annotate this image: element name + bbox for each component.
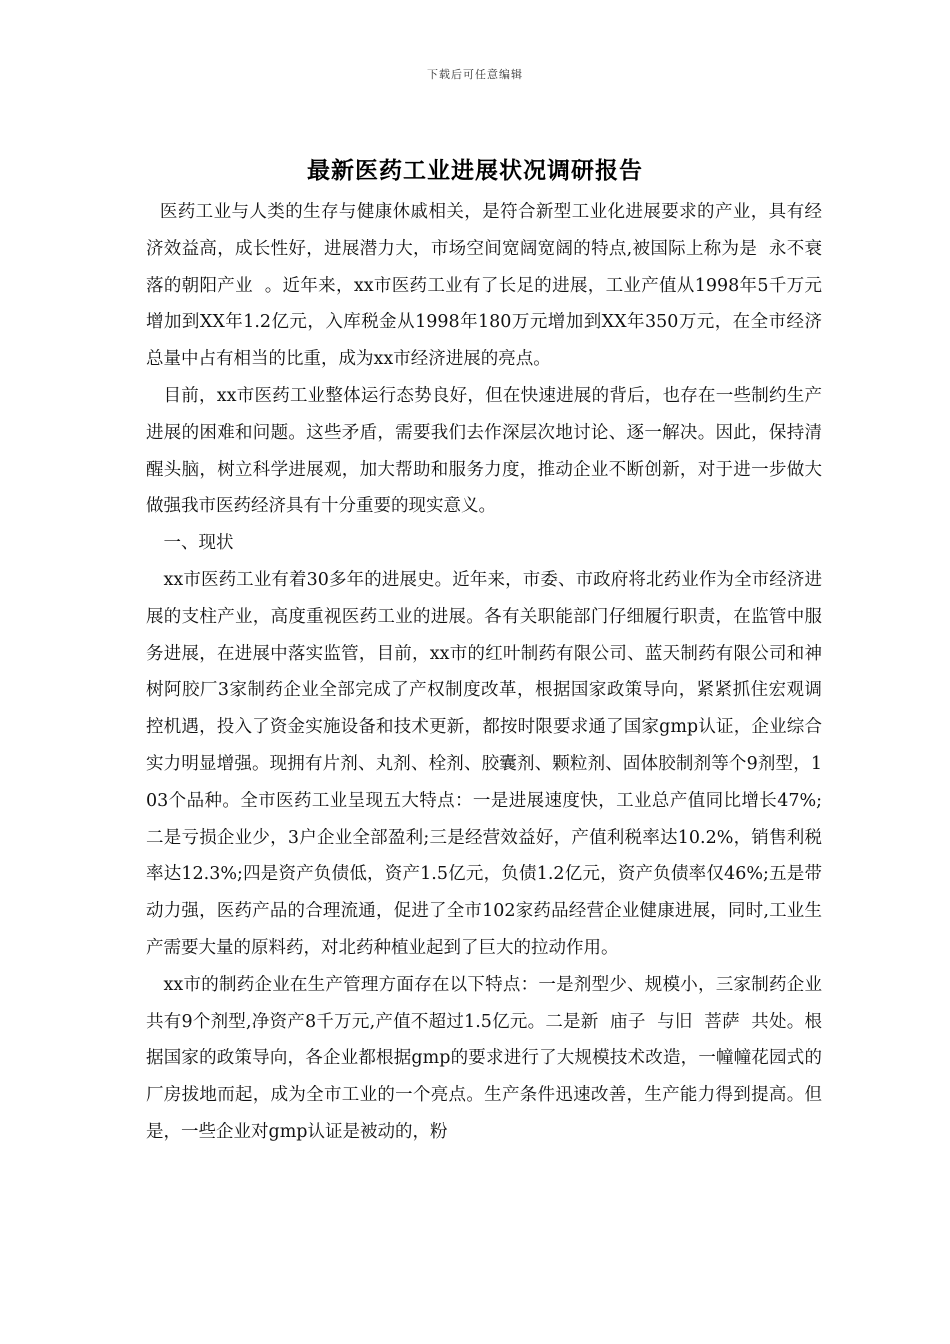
document-body [146,194,822,1151]
document-title: 最新医药工业进展状况调研报告 [307,157,643,184]
paragraph-industry-status: xx市医药工业有着30多年的进展史。近年来，市委、市政府将北药业作为全市经济进展的支柱产业，高度重视医药工业的进展。各有关职能部门仔细履行职责，在监管中服务进展，在进展中落实监管，目前，xx市的红叶制药有限公司、蓝天制药有限公司和神树阿胶厂3家制药企业全部完成了产权制度改革，根据国家政策导向，紧紧抓住宏观调控机遇，投入了资金实施设备和技术更新，都按时限要求通了国家gmp认证，企业综合实力明显增强。现拥有片剂、丸剂、栓剂、胶囊剂、颗粒剂、固体胶制剂等个9剂型，103个品种。全市医药工业呈现五大特点：一是进展速度快，工业总产值同比增长47%;二是亏损企业少，3户企业全部盈利;三是经营效益好，产值利税率达10.2%，销售利税率达12.3%;四是资产负债低，资产1.5亿元，负债1.2亿元，资产负债率仅46%;五是带动力强，医药产品的合理流通，促进了全市102家药品经营企业健康进展，同时,工业生产需要大量的原料药，对北药种植业起到了巨大的拉动作用。 [146,569,822,958]
paragraph-intro: 医药工业与人类的生存与健康休戚相关，是符合新型工业化进展要求的产业，具有经济效益高，成长性好，进展潜力大，市场空间宽阔宽阔的特点,被国际上称为是 永不衰落的朝阳产业 。近年来，xx市医药工业有了长足的进展，工业产值从1998年5千万元增加到XX年1.2亿元，入库税金从1998年180万元增加到XX年350万元，在全市经济总量中占有相当的比重，成为xx市经济进展的亮点。 [146,202,822,370]
header-note: 下载后可任意编辑 [427,68,523,81]
paragraph-production-features: xx市的制药企业在生产管理方面存在以下特点：一是剂型少、规模小，三家制药企业共有9个剂型,净资产8千万元,产值不超过1.5亿元。二是新 庙子 与旧 菩萨 共处。根据国家的政策导向，各企业都根据gmp的要求进行了大规模技术改造，一幢幢花园式的厂房拔地而起，成为全市工业的一个亮点。生产条件迅速改善，生产能力得到提高。但是，一些企业对gmp认证是被动的，粉 [146,974,822,1142]
section-heading-status: 一、现状 [163,533,234,554]
paragraph-current-situation-summary: 目前，xx市医药工业整体运行态势良好，但在快速进展的背后，也存在一些制约生产进展的困难和问题。这些矛盾，需要我们去作深层次地讨论、逐一解决。因此，保持清醒头脑，树立科学进展观，加大帮助和服务力度，推动企业不断创新，对于进一步做大做强我市医药经济具有十分重要的现实意义。 [146,385,822,517]
